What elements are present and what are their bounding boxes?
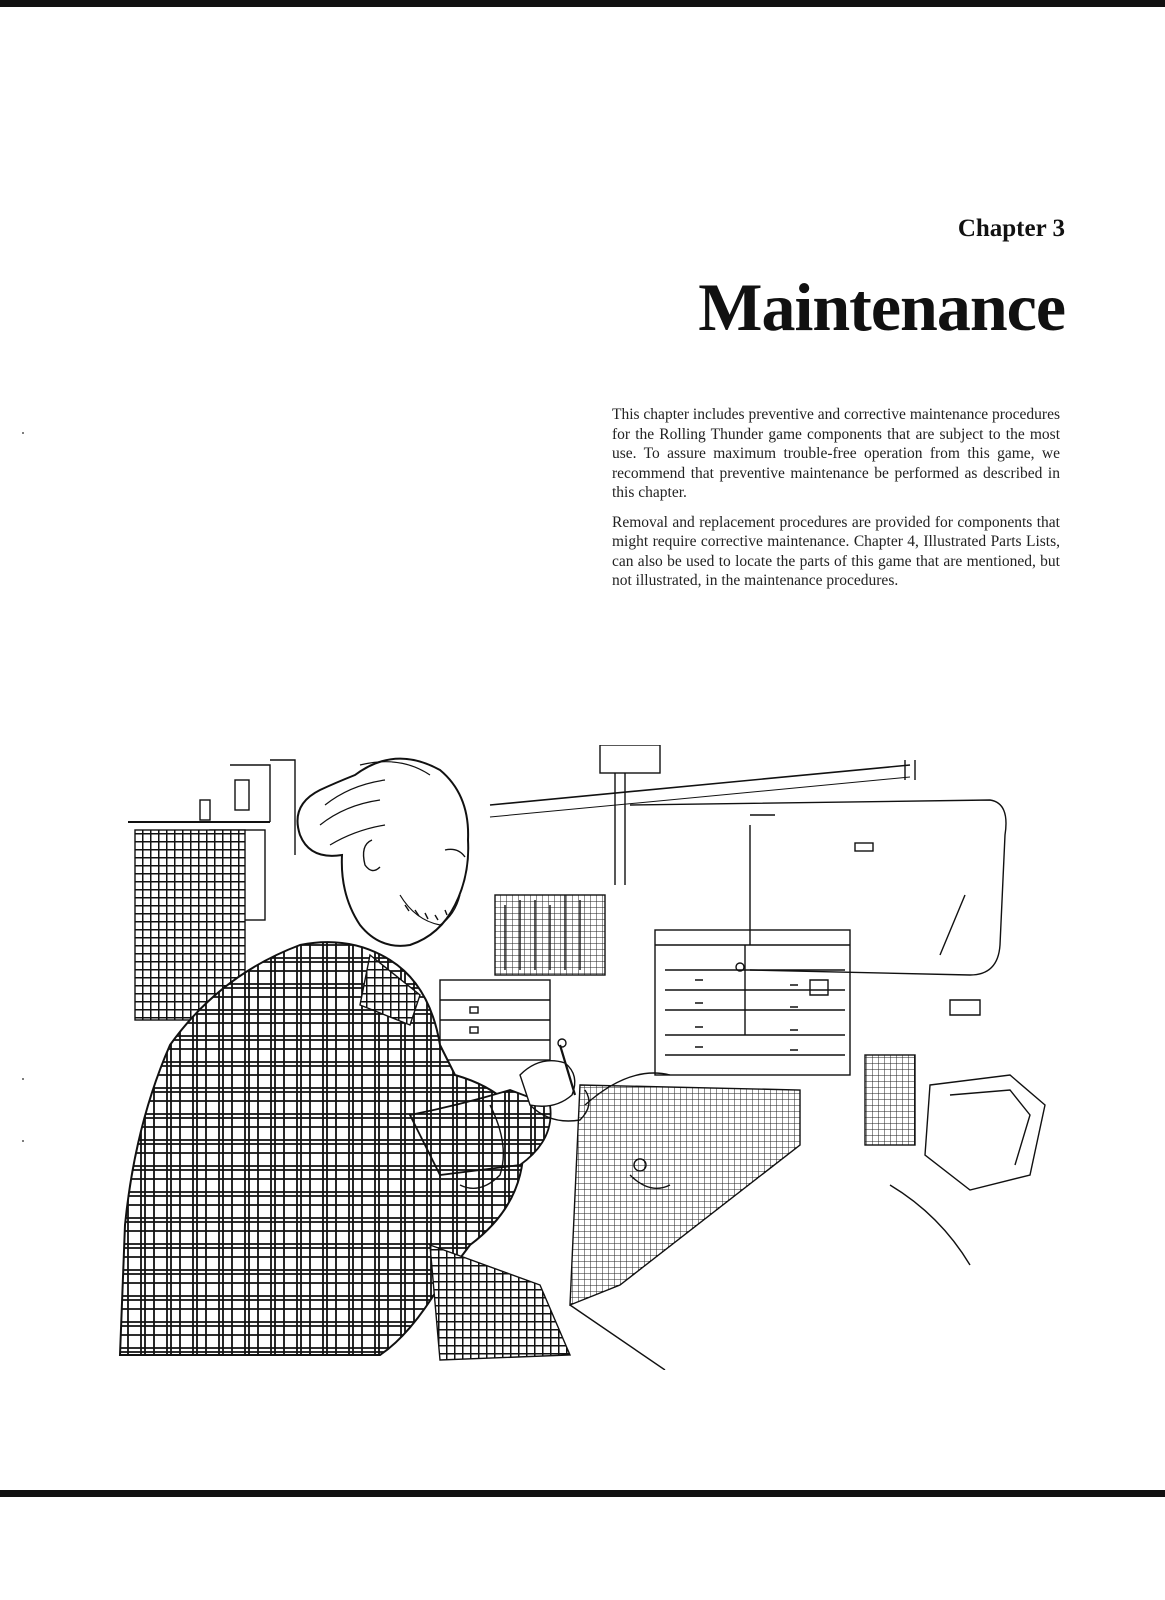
margin-mark bbox=[22, 1140, 24, 1142]
bottom-rule bbox=[0, 1490, 1165, 1497]
chapter-label: Chapter 3 bbox=[957, 215, 1065, 242]
intro-text bbox=[612, 405, 1060, 601]
margin-mark bbox=[22, 1078, 24, 1080]
intro-paragraph-1: This chapter includes preventive and corrective maintenance procedures for the Rolling Thunder game components that are subject to the most use. To assure maximum trouble-free operation from this game, we recommend that preventive maintenance be performed as described in this chapter. bbox=[612, 406, 1061, 501]
margin-mark bbox=[22, 432, 24, 434]
chapter-title: Maintenance bbox=[698, 269, 1065, 345]
intro-paragraph-2: Removal and replacement procedures are provided for components that might require corrective maintenance. Chapter 4, Illustrated Parts Lists, can also be used to locate the parts of this game that are mentioned, but not illustrated, in the maintenance procedures. bbox=[612, 513, 1060, 589]
technician-workbench-illustration bbox=[110, 745, 1065, 1370]
top-rule bbox=[0, 0, 1165, 7]
